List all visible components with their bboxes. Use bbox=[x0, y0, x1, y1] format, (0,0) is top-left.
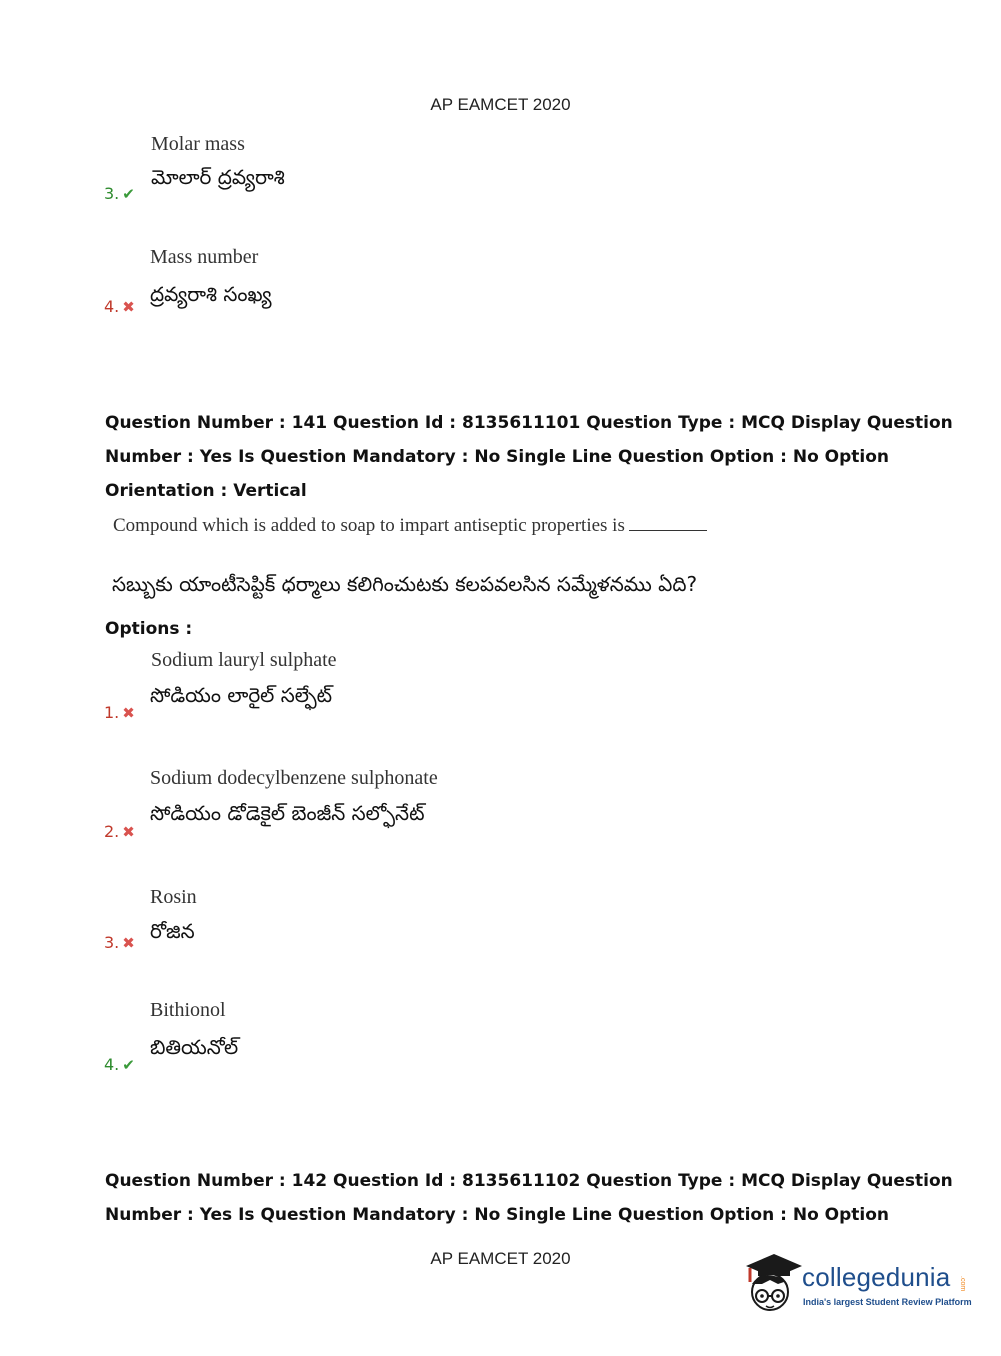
option-telugu-text: సోడియం లారైల్ సల్ఫేట్ bbox=[150, 683, 333, 707]
page-header: AP EAMCET 2020 bbox=[430, 95, 571, 114]
cross-icon: ✖ bbox=[122, 823, 135, 841]
question-telugu: సబ్బుకు యాంటీసెప్టిక్ ధర్మాలు కలిగించుటకు కలపవలసిన సమ్మేళనము ఏది? bbox=[112, 572, 698, 596]
option-number-label: 4. bbox=[104, 297, 120, 316]
option-number bbox=[104, 703, 135, 722]
page-footer: AP EAMCET 2020 bbox=[430, 1249, 571, 1268]
cross-icon: ✖ bbox=[122, 934, 135, 952]
option-number-label: 1. bbox=[104, 703, 120, 722]
logo-tagline: India's largest Student Review Platform bbox=[803, 1297, 972, 1307]
option-number bbox=[104, 933, 135, 952]
question-meta-line: Question Number : 142 Question Id : 8135611102 Question Type : MCQ Display Question bbox=[105, 1171, 953, 1191]
option-english-text: Sodium dodecylbenzene sulphonate bbox=[150, 767, 438, 789]
question-meta-line: Number : Yes Is Question Mandatory : No Single Line Question Option : No Option bbox=[105, 1205, 890, 1225]
option-number-label: 4. bbox=[104, 1055, 120, 1074]
option-telugu-text: సోడియం డోడెకైల్ బెంజీన్ సల్ఫోనేట్ bbox=[150, 801, 425, 825]
option-telugu-text: మోలార్ ద్రవ్యరాశి bbox=[151, 165, 285, 189]
option-number bbox=[104, 822, 135, 841]
option-telugu-text: రోజిన bbox=[150, 919, 195, 943]
cross-icon: ✖ bbox=[122, 298, 135, 316]
logo-wordmark: collegedunia bbox=[802, 1262, 951, 1292]
question-english bbox=[113, 514, 707, 537]
option-telugu-text: బితియనోల్ bbox=[150, 1035, 239, 1059]
question-meta-line: Number : Yes Is Question Mandatory : No Single Line Question Option : No Option bbox=[105, 447, 890, 467]
option-number-label: 3. bbox=[104, 933, 120, 952]
option-english-text: Mass number bbox=[150, 246, 259, 268]
option-number-label: 3. bbox=[104, 184, 120, 203]
question-meta-line: Question Number : 141 Question Id : 8135611101 Question Type : MCQ Display Question bbox=[105, 413, 953, 433]
options-label: Options : bbox=[105, 619, 193, 639]
option-number bbox=[104, 184, 135, 203]
option-english-text: Molar mass bbox=[151, 133, 245, 155]
check-icon: ✔ bbox=[122, 1056, 135, 1074]
logo-suffix: .com bbox=[959, 1276, 966, 1292]
option-english-text: Sodium lauryl sulphate bbox=[151, 649, 337, 671]
option-english-text: Bithionol bbox=[150, 999, 226, 1021]
option-number-label: 2. bbox=[104, 822, 120, 841]
question-meta-line: Orientation : Vertical bbox=[105, 481, 307, 501]
option-number bbox=[104, 297, 135, 316]
question-english-text: Compound which is added to soap to impart antiseptic properties is bbox=[113, 515, 625, 536]
check-icon: ✔ bbox=[122, 185, 135, 203]
cross-icon: ✖ bbox=[122, 704, 135, 722]
collegedunia-mascot-logo bbox=[740, 1248, 804, 1318]
option-number bbox=[104, 1055, 135, 1074]
answer-blank bbox=[629, 514, 707, 531]
option-telugu-text: ద్రవ్యరాశి సంఖ్య bbox=[150, 282, 272, 306]
option-english-text: Rosin bbox=[150, 886, 197, 908]
